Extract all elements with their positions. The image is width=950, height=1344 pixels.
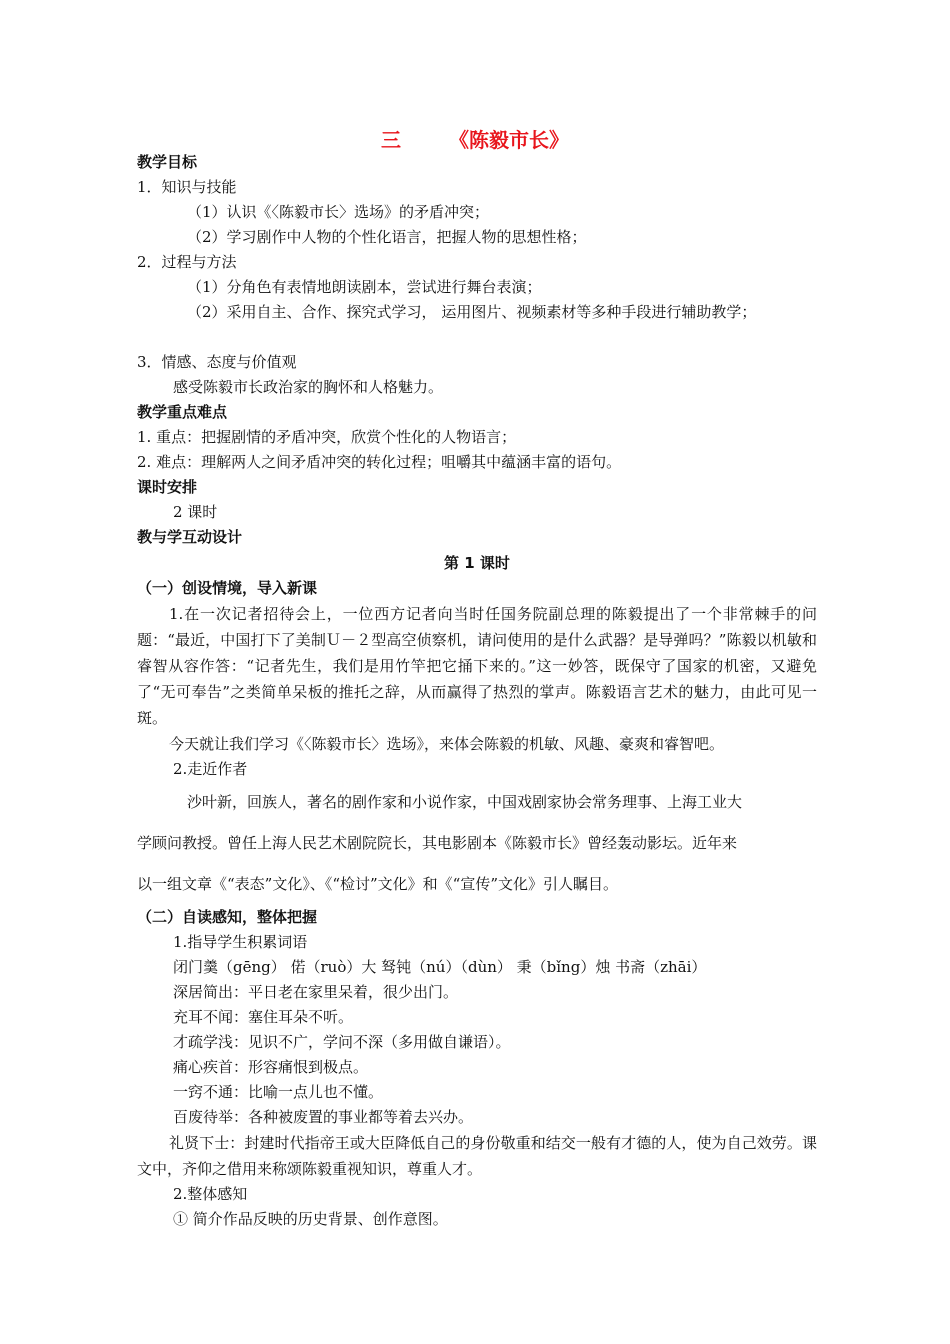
vocab-item: 充耳不闻：塞住耳朵不听。 (173, 1008, 354, 1026)
vocab-item: 一窍不通：比喻一点儿也不懂。 (173, 1083, 384, 1101)
title-name: 《陈毅市长》 (449, 128, 569, 152)
goal-subitem: （2）学习剧作中人物的个性化语言，把握人物的思想性格； (187, 228, 587, 246)
goal-subitem: （1）认识《〈陈毅市长〉选场》的矛盾冲突； (187, 203, 490, 221)
key-point: 2. 难点：理解两人之间矛盾冲突的转化过程；咀嚼其中蕴涵丰富的语句。 (137, 453, 622, 471)
vocab-item: 深居简出：平日老在家里呆着，很少出门。 (173, 983, 459, 1001)
vocab-item: 痛心疾首：形容痛恨到极点。 (173, 1058, 369, 1076)
page-title (0, 124, 950, 153)
section-heading-schedule: 课时安排 (137, 478, 198, 496)
section-heading-design: 教与学互动设计 (137, 528, 243, 546)
paragraph: 2.走近作者 (173, 760, 248, 778)
vocab-item: 礼贤下士：封建时代指帝王或大臣降低自己的身份敬重和结交一般有才德的人，使为自己效劳。课文中，齐仰之借用来称颂陈毅重视知识，尊重人才。 (137, 1134, 817, 1178)
vocab-item: 百废待举：各种被废置的事业都等着去兴办。 (173, 1108, 474, 1126)
part-heading: （二）自读感知，整体把握 (137, 908, 318, 926)
goal-subitem: （1）分角色有表情地朗读剧本，尝试进行舞台表演； (187, 278, 542, 296)
title-number: 三 (381, 128, 401, 152)
lesson-heading: 第 1 课时 (444, 554, 510, 572)
document-body (137, 150, 817, 1232)
section-heading-key-points: 教学重点难点 (137, 403, 228, 421)
vocab-item: ① 简介作品反映的历史背景、创作意图。 (173, 1210, 448, 1228)
vocab-item: 1.指导学生积累词语 (173, 933, 308, 951)
vocab-item: 才疏学浅：见识不广，学问不深（多用做自谦语）。 (173, 1033, 511, 1051)
vocab-item: 闭门羹（gēng） 偌（ruò）大 驽钝（nú）（dùn） 秉（bǐng）烛 书斋（zhāi） (173, 958, 707, 976)
section-heading-goals: 教学目标 (137, 153, 198, 171)
goal-subitem: 感受陈毅市长政治家的胸怀和人格魅力。 (173, 378, 444, 396)
key-point: 1. 重点：把握剧情的矛盾冲突，欣赏个性化的人物语言； (137, 428, 517, 446)
author-line: 以一组文章《“表态”文化》、《“检讨”文化》和《“宣传”文化》引人瞩目。 (137, 875, 619, 893)
paragraph: 今天就让我们学习《〈陈毅市长〉选场》，来体会陈毅的机敏、风趣、豪爽和睿智吧。 (169, 735, 725, 753)
schedule-value: 2 课时 (173, 503, 218, 521)
author-line: 学顾问教授。曾任上海人民艺术剧院院长，其电影剧本《陈毅市长》曾经轰动影坛。近年来 (137, 834, 738, 852)
spacer (137, 325, 817, 350)
vocab-item: 2.整体感知 (173, 1185, 248, 1203)
goal-item: 3．情感、态度与价值观 (137, 353, 297, 371)
part-heading: （一）创设情境，导入新课 (137, 579, 318, 597)
author-line: 沙叶新，回族人，著名的剧作家和小说作家，中国戏剧家协会常务理事、上海工业大 (187, 793, 743, 811)
goal-subitem: （2）采用自主、合作、探究式学习， 运用图片、视频素材等多种手段进行辅助教学； (187, 303, 757, 321)
goal-item: 2．过程与方法 (137, 253, 237, 271)
goal-item: 1．知识与技能 (137, 178, 237, 196)
paragraph: 1.在一次记者招待会上，一位西方记者向当时任国务院副总理的陈毅提出了一个非常棘手的问题：“最近，中国打下了美制Ｕ－２型高空侦察机，请问使用的是什么武器？是导弹吗？”陈毅以机敏和睿智从容作答：“记者先生，我们是用竹竿把它捅下来的。”这一妙答，既保守了国家的机密，又避免了“无可奉告”之类简单呆板的推托之辞，从而赢得了热烈的掌声。陈毅语言艺术的魅力，由此可见一斑。 (137, 605, 817, 727)
